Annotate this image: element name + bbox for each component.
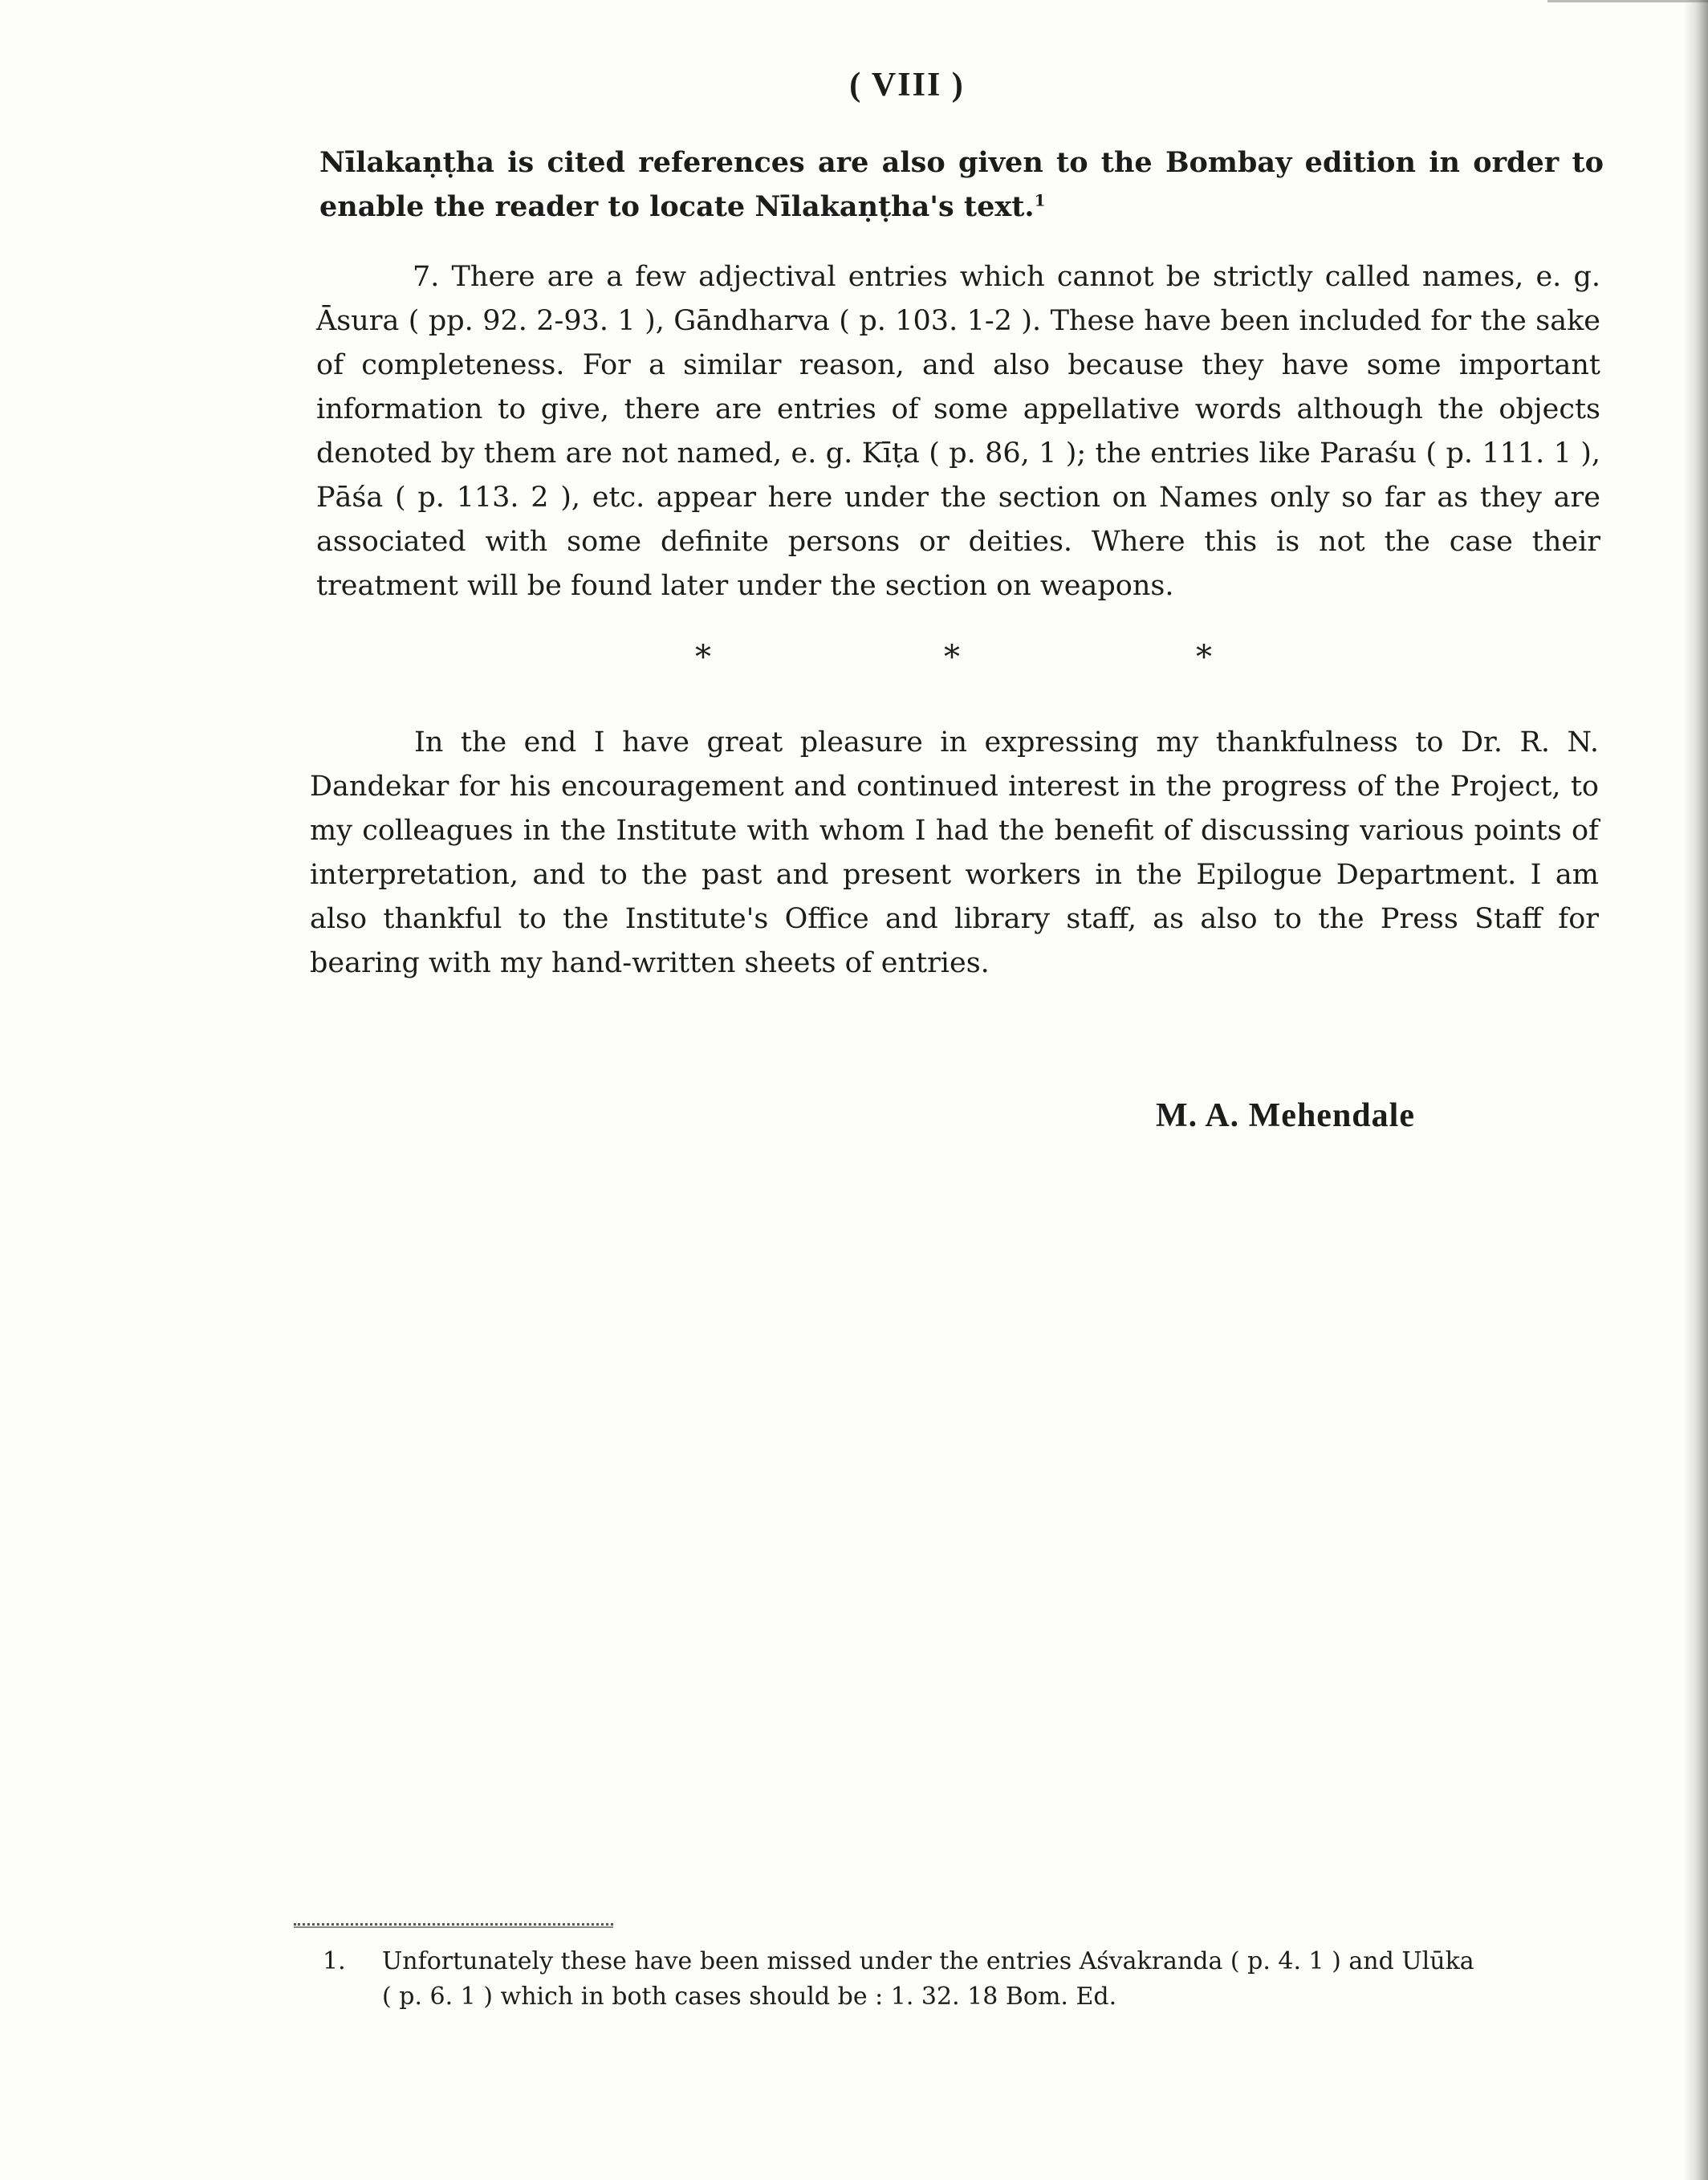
separator-asterisk: * <box>944 639 960 676</box>
separator-asterisk: * <box>1196 639 1212 676</box>
page-number: ( VIII ) <box>849 67 965 104</box>
paragraph-continuation <box>319 140 1604 229</box>
author-signature: M. A. Mehendale <box>1156 1097 1415 1134</box>
paragraph-acknowledgements: In the end I have great pleasure in expressing my thankfulness to Dr. R. N. Dandekar for his encouragement and continued interest in the progress of the Project, to my colleagues in the Institute with whom I had the benefit of discussing various points of interpretation, and to the past and present workers in the Epilogue Department. I am also thankful to the Institute's Office and library staff, as also to the Press Staff for bearing with my hand-written sheets of entries. <box>310 726 1599 979</box>
footnote <box>323 1944 1583 2015</box>
footnote-marker: 1 <box>1034 190 1046 210</box>
footnote-line-1: Unfortunately these have been missed under the entries Aśvakranda ( p. 4. 1 ) and Ulūka <box>382 1947 1474 1975</box>
footnote-number: 1. <box>323 1947 346 1975</box>
paragraph-adjectival-entries: 7. There are a few adjectival entries which cannot be strictly called names, e. g. Āsura ( pp. 92. 2-93. 1 ), Gāndharva ( p. 103. 1-2 ). These have been included for the sake of completeness. For a similar reason, and also because they have some important information to give, there are entries of some appellative words although the objects denoted by them are not named, e. g. Kīṭa ( p. 86, 1 ); the entries like Paraśu ( p. 111. 1 ), Pāśa ( p. 113. 2 ), etc. appear here under the section on Names only so far as they are associated with some definite persons or deities. Where this is not the case their treatment will be found later under the section on weapons. <box>316 261 1600 602</box>
section-separator <box>0 639 1708 687</box>
footnote-line-2: ( p. 6. 1 ) which in both cases should be : 1. 32. 18 Bom. Ed. <box>382 1983 1117 2011</box>
footnote-divider <box>294 1923 613 1928</box>
separator-asterisk: * <box>695 639 711 676</box>
paragraph-continuation-text: Nīlakaṇṭha is cited references are also given to the Bombay edition in order to enable the reader to locate Nīlakaṇṭha's text. <box>319 146 1604 223</box>
page-edge-shadow <box>1684 0 1708 2180</box>
